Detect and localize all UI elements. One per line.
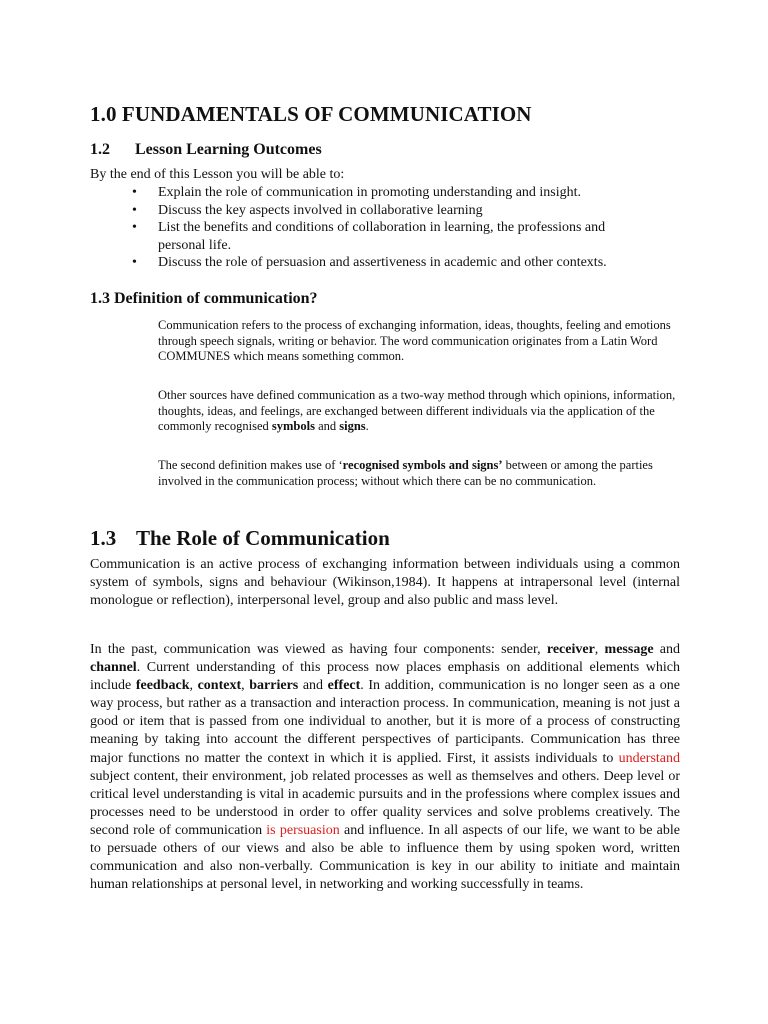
bold-term: signs	[339, 419, 366, 434]
bold-term: recognised symbols and signs’	[342, 458, 503, 472]
bold-term: channel	[90, 660, 137, 676]
bold-term: feedback	[135, 678, 190, 694]
bold-term: barriers	[249, 678, 299, 694]
role-paragraph-1: Communication is an active process of exchanging information between individuals using a common system of symbols, signs and behaviour (Wikinson,1984). It happens at intrapersonal level (internal monologue or reflection), interpersonal level, group and also public and mass level.	[90, 557, 680, 609]
bold-term: receiver	[546, 642, 595, 657]
definition-paragraph-3	[158, 458, 678, 489]
outcomes-heading	[90, 141, 322, 159]
bold-term: message	[604, 642, 654, 657]
bold-term: effect	[327, 678, 361, 694]
text-span: subject content, their environment, job related processes as well as themselves and others. Deep level or critical level understanding is vital in academic pursuits and in the professions where complex issues and processes need to be understood in order to offer quality services and solve problems creatively. The second role of communication	[90, 768, 680, 838]
list-item	[90, 219, 648, 254]
outcomes-number: 1.2	[90, 141, 110, 158]
role-number: 1.3	[90, 526, 117, 550]
text-span: and	[653, 642, 681, 657]
bold-term: context	[197, 678, 242, 694]
bullet-icon: •	[132, 255, 137, 270]
outcomes-title: Lesson Learning Outcomes	[135, 141, 322, 158]
list-item-text: Explain the role of communication in promoting understanding and insight.	[158, 185, 582, 200]
list-item-text: Discuss the role of persuasion and assertiveness in academic and other contexts.	[158, 255, 607, 270]
role-title: The Role of Communication	[136, 526, 390, 550]
outcomes-intro: By the end of this Lesson you will be able to:	[90, 167, 345, 182]
role-heading	[90, 526, 390, 551]
text-span: .	[365, 419, 369, 434]
text-span: ,	[241, 678, 250, 694]
definition-paragraph-2	[158, 388, 678, 435]
list-item	[90, 202, 648, 220]
bullet-icon: •	[132, 185, 137, 200]
bullet-icon: •	[132, 220, 137, 235]
text-span: ,	[189, 678, 198, 694]
text-span: The second definition makes use of ‘	[158, 458, 343, 472]
list-item-text: List the benefits and conditions of collaboration in learning, the professions and personal life.	[158, 220, 606, 253]
text-span: and	[314, 419, 340, 434]
highlighted-term: understand	[618, 750, 680, 766]
text-span: Other sources have defined communication as a two-way method through which opinions, information, thoughts, ideas, and feelings, are exchanged between different individuals via the application of the commonly recognised	[158, 388, 676, 434]
text-span: and	[298, 678, 328, 694]
text-span: ,	[594, 642, 605, 657]
role-paragraph-2	[90, 641, 680, 894]
text-span: . In addition, communication is no longer seen as a one way process, but rather as a transaction and interaction process. In communication, meaning is not just a good or item that is passed from one individual to another, but it is more of a process of constructing meaning by taking into account the different perspectives of participants. Communication has three major functions no matter the context in which it is applied. First, it assists individuals to	[90, 678, 681, 766]
highlighted-term: is persuasion	[266, 822, 340, 838]
list-item-text: Discuss the key aspects involved in collaborative learning	[158, 202, 483, 218]
page-title: 1.0 FUNDAMENTALS OF COMMUNICATION	[90, 102, 532, 126]
text-span: . Current understanding of this process now places emphasis on additional elements which include	[90, 660, 680, 694]
text-span: and influence. In all aspects of our life, we want to be able to persuade others of our views and also be able to influence them by using spoken word, written communication and also non-verbally. Communication is key in our ability to initiate and maintain human relationships at personal level, in networking and working successfully in teams.	[90, 822, 680, 893]
outcomes-list	[90, 184, 648, 272]
bold-term: symbols	[271, 419, 315, 434]
definition-heading: 1.3 Definition of communication?	[90, 290, 318, 307]
definition-paragraph-1: Communication refers to the process of exchanging information, ideas, thoughts, feeling and emotions through speech signals, writing or behavior. The word communication originates from a Latin Word COMMUNES which means something common.	[158, 318, 671, 364]
list-item	[90, 254, 648, 272]
list-item	[90, 184, 648, 202]
bullet-icon: •	[132, 202, 137, 218]
text-span: between or among the parties involved in the communication process; without which there can be no communication.	[158, 458, 653, 488]
text-span: In the past, communication was viewed as having four components: sender,	[90, 642, 547, 657]
